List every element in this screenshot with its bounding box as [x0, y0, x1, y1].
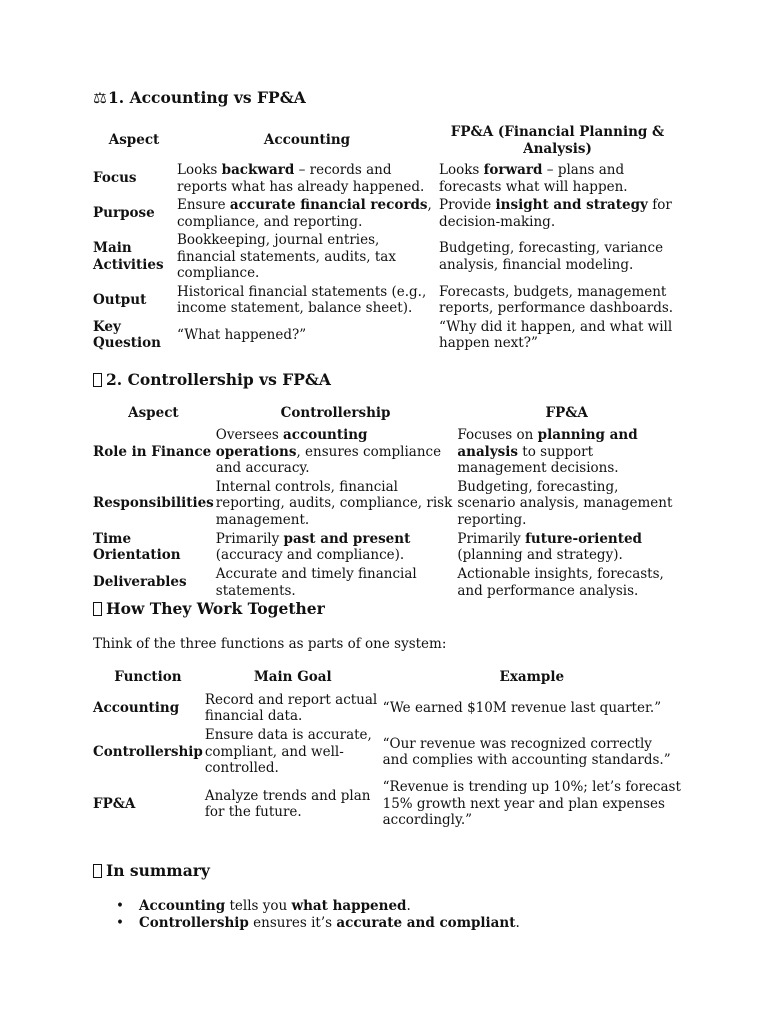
table-header-row — [93, 404, 678, 426]
table-row — [93, 231, 678, 283]
table-cell — [177, 283, 439, 318]
emphasis-text: insight and strategy — [495, 197, 648, 213]
table-cell — [457, 529, 678, 565]
cell-text: Internal controls, financial reporting, audits, compliance, risk management. — [215, 478, 453, 528]
row-label: Main Activities — [93, 240, 164, 273]
summary-list — [93, 898, 520, 932]
accounting-vs-fpa-table — [93, 124, 678, 353]
table-row — [93, 690, 683, 726]
table-cell — [177, 196, 439, 231]
table-row — [93, 478, 678, 530]
column-header: Function — [114, 668, 182, 685]
section-1-heading — [93, 88, 306, 108]
section-2-heading — [93, 370, 331, 390]
section-2-title: 2. Controllership vs FP&A — [106, 370, 331, 389]
row-label: Accounting — [93, 699, 180, 716]
column-header: FP&A — [545, 404, 588, 421]
table-cell: “Our revenue was recognized correctly and complies with accounting standards.” — [382, 735, 671, 768]
cell-text: , ensures compliance and accuracy. — [215, 443, 442, 476]
table-cell — [439, 231, 678, 283]
table-cell — [177, 231, 439, 283]
table-row — [93, 778, 683, 830]
column-header: FP&A (Financial Planning & Analysis) — [450, 124, 665, 157]
column-header: Accounting — [263, 132, 351, 149]
table-row — [93, 426, 678, 478]
bullet-text: ensures it’s — [248, 915, 337, 931]
column-header: Aspect — [128, 404, 179, 421]
column-header: Main Goal — [253, 668, 332, 685]
cell-text: Looks — [439, 162, 484, 178]
emphasis-text: Controllership — [139, 915, 249, 931]
bullet-text: . — [515, 915, 520, 931]
cell-text: Actionable insights, forecasts, and performance analysis. — [457, 566, 664, 599]
emphasis-text: accurate and compliant — [336, 915, 516, 931]
cell-text: Historical financial statements (e.g., income statement, balance sheet). — [177, 283, 427, 316]
cell-text: (accuracy and compliance). — [215, 547, 405, 563]
section-4-title: In summary — [106, 861, 210, 880]
table-row — [93, 283, 678, 318]
row-label: FP&A — [93, 795, 136, 812]
scales-icon: ⚖ — [93, 89, 107, 107]
emphasis-text: future-oriented — [525, 530, 642, 547]
emphasis-text: accounting operations — [215, 427, 368, 460]
cell-text: for decision-making. — [439, 197, 672, 230]
table-row — [93, 565, 678, 600]
cell-text: Budgeting, forecasting, variance analysis, financial modeling. — [439, 240, 664, 273]
missing-glyph-icon — [93, 373, 102, 387]
cell-text: Primarily — [457, 530, 526, 547]
cell-text: Focuses on — [457, 427, 538, 443]
cell-text: Bookkeeping, journal entries, financial statements, audits, tax compliance. — [177, 232, 396, 281]
cell-text: Provide — [439, 197, 496, 213]
row-label: Output — [93, 291, 147, 308]
emphasis-text: accurate financial records — [229, 197, 428, 213]
table-row — [93, 529, 678, 565]
table-cell — [177, 161, 439, 196]
emphasis-text: backward — [221, 162, 295, 178]
table-cell — [439, 283, 678, 318]
emphasis-text: what happened — [291, 898, 407, 914]
table-cell — [457, 565, 678, 600]
table-row — [93, 726, 683, 778]
table-header-row — [93, 124, 678, 161]
list-item — [139, 915, 520, 932]
list-item — [139, 898, 520, 915]
row-label: Role in Finance — [93, 443, 212, 460]
row-label: Deliverables — [93, 574, 187, 591]
cell-text: (planning and strategy). — [457, 547, 623, 563]
table-cell — [216, 529, 458, 565]
table-cell — [216, 565, 458, 600]
row-label: Time Orientation — [93, 530, 181, 563]
row-label: Key Question — [93, 318, 161, 351]
row-label: Purpose — [93, 205, 155, 222]
cell-text: “Why did it happen, and what will happen next?” — [439, 318, 673, 351]
table-row — [93, 161, 678, 196]
table-cell: “Revenue is trending up 10%; let’s forecast 15% growth next year and plan expenses accordingly.” — [382, 779, 681, 829]
missing-glyph-icon — [93, 864, 102, 878]
emphasis-text: past and present — [283, 530, 411, 547]
column-header: Example — [499, 668, 565, 685]
table-cell — [457, 478, 678, 530]
column-header: Aspect — [108, 132, 160, 149]
section-4-heading — [93, 861, 210, 881]
table-cell — [439, 196, 678, 231]
controllership-vs-fpa-table — [93, 404, 678, 600]
bullet-text: tells you — [225, 898, 292, 914]
cell-text: – records and reports what has already happened. — [177, 162, 425, 195]
table-cell — [439, 318, 678, 353]
missing-glyph-icon — [93, 602, 102, 616]
cell-text: “What happened?” — [177, 326, 307, 343]
table-cell — [216, 426, 458, 478]
cell-text: to support management decisions. — [457, 443, 619, 476]
table-row — [93, 318, 678, 353]
table-cell: Ensure data is accurate, compliant, and well-controlled. — [204, 727, 372, 777]
bullet-text: . — [406, 898, 411, 914]
emphasis-text: Accounting — [139, 898, 226, 914]
functions-table — [93, 668, 683, 830]
cell-text: Accurate and timely financial statements. — [215, 566, 417, 599]
cell-text: Ensure — [177, 197, 230, 213]
section-3-heading — [93, 599, 325, 619]
section-3-title: How They Work Together — [106, 599, 325, 618]
row-label: Controllership — [93, 743, 203, 760]
table-cell — [457, 426, 678, 478]
table-cell: Analyze trends and plan for the future. — [204, 787, 371, 820]
cell-text: Forecasts, budgets, management reports, performance dashboards. — [439, 283, 674, 316]
cell-text: Looks — [177, 162, 222, 178]
section-1-title: 1. Accounting vs FP&A — [108, 88, 306, 107]
table-cell — [216, 478, 458, 530]
table-row — [93, 196, 678, 231]
cell-text: – plans and forecasts what will happen. — [439, 162, 628, 195]
table-cell: “We earned $10M revenue last quarter.” — [382, 699, 662, 716]
section-3-intro: Think of the three functions as parts of one system: — [93, 636, 447, 652]
row-label: Focus — [93, 170, 137, 187]
cell-text: Oversees — [215, 427, 284, 443]
cell-text: Budgeting, forecasting, scenario analysis, management reporting. — [457, 478, 673, 528]
table-cell — [439, 161, 678, 196]
table-cell — [177, 318, 439, 353]
cell-text: , compliance, and reporting. — [177, 197, 432, 230]
row-label: Responsibilities — [93, 495, 214, 511]
emphasis-text: forward — [483, 162, 543, 178]
table-cell: Record and report actual financial data. — [204, 691, 378, 724]
cell-text: Primarily — [215, 530, 284, 547]
table-header-row — [93, 668, 683, 690]
column-header: Controllership — [280, 404, 391, 421]
emphasis-text: planning and analysis — [457, 427, 638, 460]
